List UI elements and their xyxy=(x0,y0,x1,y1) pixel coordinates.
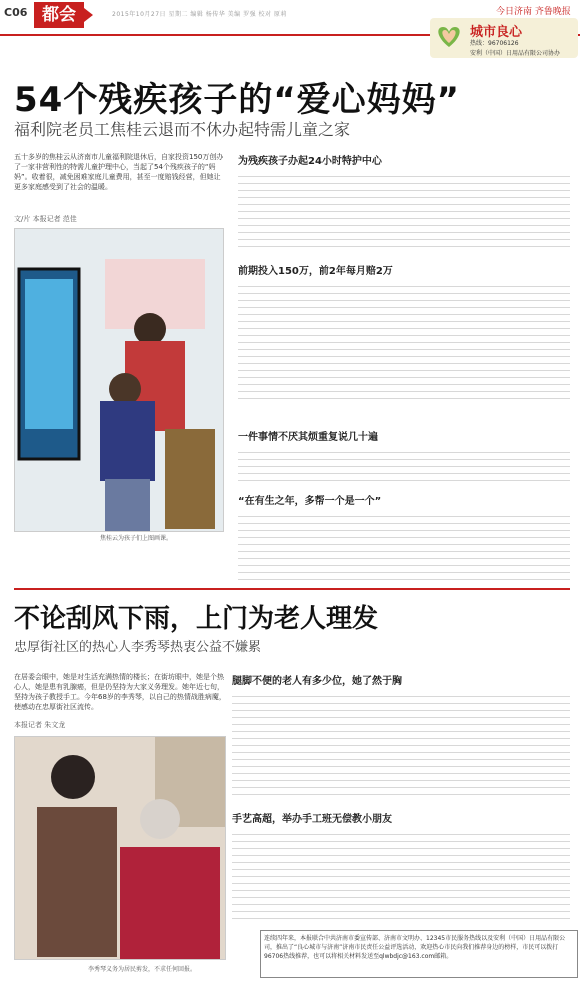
story2-text-block-2 xyxy=(232,828,570,924)
dateline: 2015年10月27日 星期二 编辑 杨传华 美编 罗强 校对 原莉 xyxy=(112,11,287,18)
story1-text-block-4 xyxy=(238,510,570,580)
story2-section-heading-2: 手艺高超，举办手工班无偿教小朋友 xyxy=(232,814,392,825)
story1-section-heading-4: “在有生之年，多帮一个是一个” xyxy=(238,496,382,507)
heart-hands-icon xyxy=(434,23,464,49)
story2-subhead: 忠厚街社区的热心人李秀琴热衷公益不嫌累 xyxy=(14,640,262,655)
story1-text-block-2 xyxy=(238,280,570,400)
story1-subhead: 福利院老员工焦桂云退而不休办起特需儿童之家 xyxy=(14,120,351,139)
story1-photo-caption: 焦桂云为孩子们上图画课。 xyxy=(100,535,173,542)
story1-section-heading-1: 为残疾孩子办起24小时特护中心 xyxy=(238,156,382,167)
page-number: C06 xyxy=(4,6,28,19)
story1-text-block-1 xyxy=(238,170,570,248)
story1-section-heading-3: 一件事情不厌其烦重复说几十遍 xyxy=(238,432,378,443)
brand-badge xyxy=(430,18,578,58)
story1-byline: 文/片 本报记者 范佳 xyxy=(14,215,77,223)
footer-note: 连续四年来，本报联合中共济南市委宣传部、济南市文明办、12345市民服务热线以及安利（中国）日用品有限公司，推出了“良心城市与济南”济南市民责任公益评选活动，欢迎热心市民向我们推荐身边的榜样，市民可以拨打96706热线推荐，也可以将相关材料发送至qlwbdjc@163.com邮箱。 xyxy=(264,935,566,960)
story2-section-heading-1: 腿脚不便的老人有多少位，她了然于胸 xyxy=(232,676,402,687)
story2-text-block-1 xyxy=(232,690,570,800)
story1-photo xyxy=(14,228,224,532)
story1-lead: 五十多岁的焦桂云从济南市儿童福利院退休后，自家投资150万创办了一家非营利性的特需儿童护理中心，当起了54个残疾孩子的“妈妈”。收着很，减免困难家庭儿童费用，甚至一度赔钱经营，但她让更多家庭感受到了社会的温暖。 xyxy=(14,153,224,191)
story1-headline: 54个残疾孩子的“爱心妈妈” xyxy=(14,80,461,120)
story2-byline: 本报记者 朱文龙 xyxy=(14,721,66,729)
brand-hotline: 热线：96706126 xyxy=(470,40,519,47)
story1-section-heading-2: 前期投入150万，前2年每月赔2万 xyxy=(238,266,393,277)
story2-photo-caption: 李秀琴义务为居民剪发，不求任何回报。 xyxy=(88,966,197,973)
story2-lead: 在居委会眼中，她是对生活充满热情的楼长；在街坊眼中，她是个热心人，她是患有乳腺癌，但是仍坚持为大家义务理发。她年近七旬，坚持为孩子教授手工。今年68岁的李秀琴，以自己的热情战胜病魔，使感动在忠厚街社区流传。 xyxy=(14,673,226,711)
brand-title: 城市良心 xyxy=(470,25,523,40)
story1-text-block-3 xyxy=(238,446,570,486)
paper-name: 今日济南 齐鲁晚报 xyxy=(496,7,571,17)
section-arrow-icon xyxy=(84,8,93,22)
section-divider xyxy=(14,588,570,590)
brand-sponsor: 安利（中国）日用品有限公司协办 xyxy=(470,50,561,57)
story2-headline: 不论刮风下雨，上门为老人理发 xyxy=(14,604,379,634)
story2-photo xyxy=(14,736,226,960)
section-label: 都会 xyxy=(34,2,84,28)
